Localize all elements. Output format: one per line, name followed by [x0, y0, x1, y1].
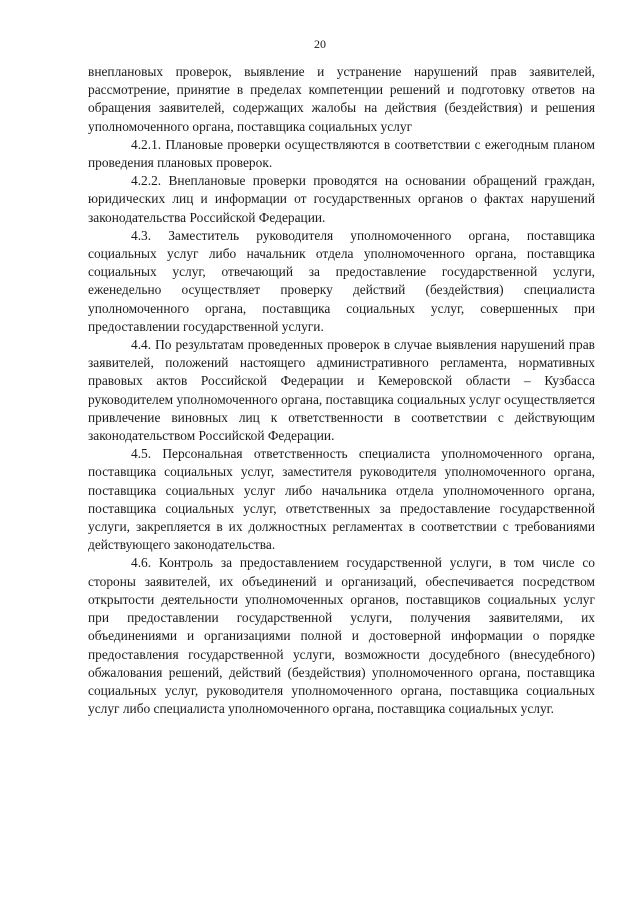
paragraph: 4.5. Персональная ответственность специалиста уполномоченного органа, поставщика социальных услуг, заместителя руководителя уполномоченного органа, поставщика социальных услуг либо начальника отдела уполномоченного органа, поставщика социальных услуг, ответственных за предоставление государственной услуги, закрепляется в их должностных регламентах в соответствии с требованиями действующего законодательства.	[88, 446, 595, 553]
body-text	[88, 63, 595, 718]
paragraph: 4.3. Заместитель руководителя уполномоченного органа, поставщика социальных услуг либо начальник отдела уполномоченного органа, поставщика социальных услуг, отвечающий за предоставление государственной услуги, еженедельно осуществляет проверку действий (бездействия) специалиста уполномоченного органа, поставщика социальных услуг, совершенных при предоставлении государственной услуги.	[88, 227, 595, 334]
paragraph: внеплановых проверок, выявление и устранение нарушений прав заявителей, рассмотрение, принятие в пределах компетенции решений и подготовку ответов на обращения заявителей, содержащих жалобы на действия (бездействия) и решения уполномоченного органа, поставщика социальных услуг	[88, 64, 595, 134]
paragraph: 4.2.2. Внеплановые проверки проводятся на основании обращений граждан, юридических лиц и информации от государственных органов о фактах нарушений законодательства Российской Федерации.	[88, 173, 595, 225]
paragraph: 4.2.1. Плановые проверки осуществляются в соответствии с ежегодным планом проведения плановых проверок.	[88, 136, 595, 171]
paragraph: 4.4. По результатам проведенных проверок в случае выявления нарушений прав заявителей, положений настоящего административного регламента, нормативных правовых актов Российской Федерации и Кемеровской области – Кузбасса руководителем уполномоченного органа, поставщика социальных услуг осуществляется привлечение виновных лиц к ответственности в соответствии с действующим законодательством Российской Федерации.	[88, 337, 595, 444]
page-number: 20	[314, 37, 326, 51]
paragraph: 4.6. Контроль за предоставлением государственной услуги, в том числе со стороны заявителей, их объединений и организаций, обеспечивается посредством открытости деятельности уполномоченных органов, поставщиков социальных услуг при предоставлении государственной услуги, получения заявителями, их объединениями и организациями полной и достоверной информации о порядке предоставления государственной услуги, возможности досудебного (внесудебного) обжалования решений, действий (бездействия) уполномоченного органа, поставщика социальных услуг, руководителя уполномоченного органа, поставщика социальных услуг либо специалиста уполномоченного органа, поставщика социальных услуг.	[88, 555, 595, 717]
